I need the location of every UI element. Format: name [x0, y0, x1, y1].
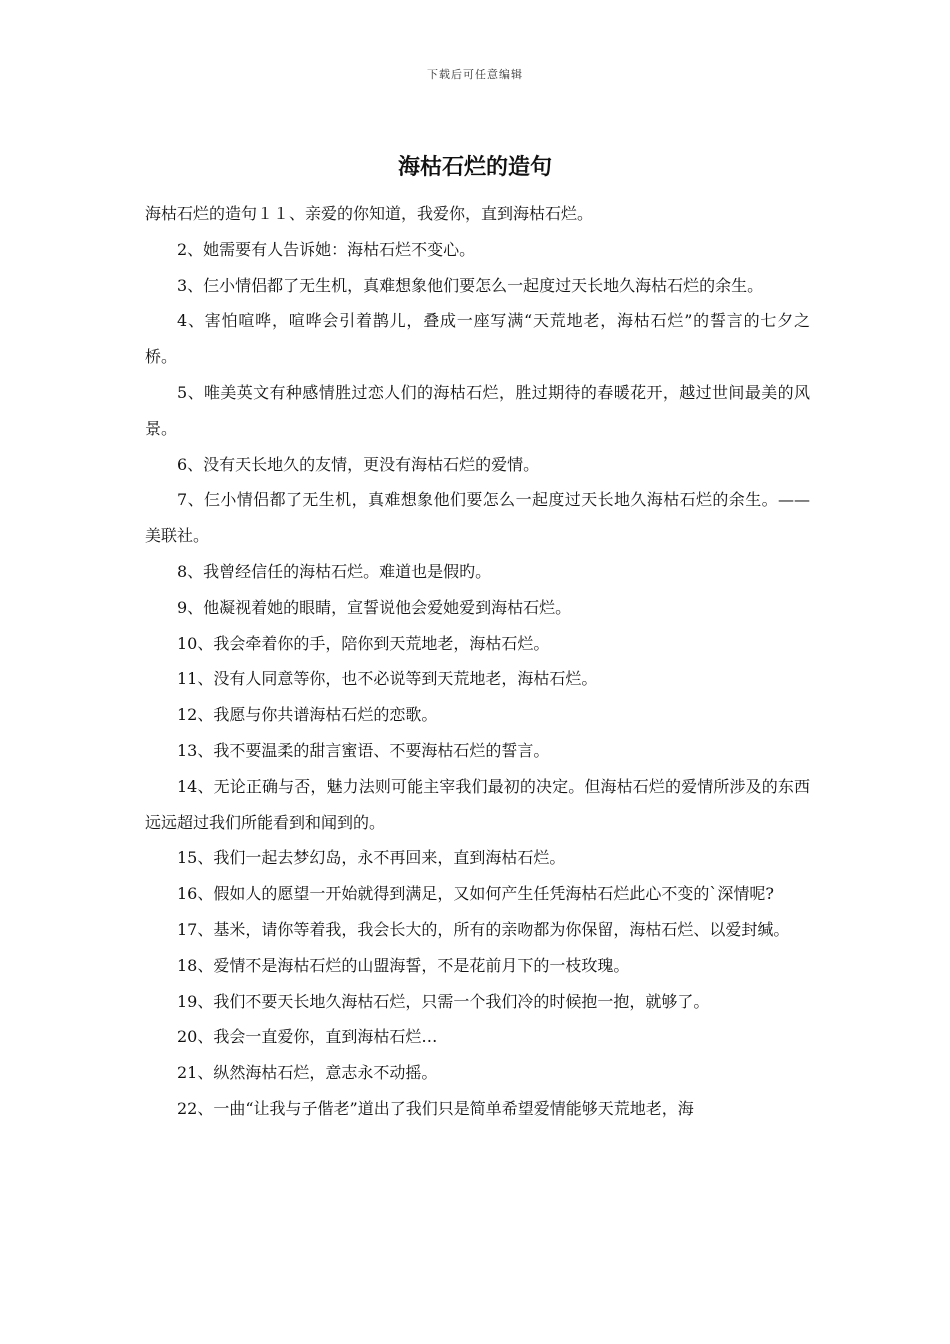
paragraph: 15、我们一起去梦幻岛，永不再回来，直到海枯石烂。	[177, 848, 566, 868]
paragraph: 5、唯美英文有种感情胜过恋人们的海枯石烂，胜过期待的春暖花开，越过世间最美的风景。	[145, 382, 810, 438]
paragraph: 9、他凝视着她的眼睛，宣誓说他会爱她爱到海枯石烂。	[177, 597, 572, 617]
paragraph: 18、爱情不是海枯石烂的山盟海誓，不是花前月下的一枝玫瑰。	[177, 955, 630, 975]
paragraph: 3、仨小情侣都了无生机，真难想象他们要怎么一起度过天长地久海枯石烂的余生。	[177, 275, 764, 295]
paragraph: 2、她需要有人告诉她：海枯石烂不变心。	[177, 239, 476, 259]
paragraph: 16、假如人的愿望一开始就得到满足，又如何产生任凭海枯石烂此心不变的`深情呢?	[177, 884, 774, 904]
header-note: 下载后可任意编辑	[427, 68, 523, 81]
paragraph: 13、我不要温柔的甜言蜜语、不要海枯石烂的誓言。	[177, 740, 550, 760]
paragraph: 11、没有人同意等你，也不必说等到天荒地老，海枯石烂。	[177, 669, 598, 689]
paragraph: 海枯石烂的造句１１、亲爱的你知道，我爱你，直到海枯石烂。	[145, 204, 594, 223]
paragraph: 14、无论正确与否，魅力法则可能主宰我们最初的决定。但海枯石烂的爱情所涉及的东西远远超过我们所能看到和闻到的。	[145, 776, 810, 832]
paragraph: 4、害怕喧哗，喧哗会引着鹊儿，叠成一座写满“天荒地老，海枯石烂”的誓言的七夕之桥。	[145, 311, 810, 367]
paragraph: 6、没有天长地久的友情，更没有海枯石烂的爱情。	[177, 454, 540, 474]
paragraph: 20、我会一直爱你，直到海枯石烂…	[177, 1027, 438, 1047]
paragraph: 19、我们不要天长地久海枯石烂，只需一个我们冷的时候抱一抱，就够了。	[177, 991, 710, 1011]
document-body	[145, 196, 810, 1127]
paragraph: 10、我会牵着你的手，陪你到天荒地老，海枯石烂。	[177, 633, 550, 653]
paragraph: 17、基米，请你等着我，我会长大的，所有的亲吻都为你保留，海枯石烂、以爱封缄。	[177, 919, 790, 939]
paragraph: 7、仨小情侣都了无生机，真难想象他们要怎么一起度过天长地久海枯石烂的余生。——美联社。	[145, 490, 810, 546]
paragraph: 22、一曲“让我与子偕老”道出了我们只是简单希望爱情能够天荒地老，海	[177, 1098, 694, 1118]
paragraph: 12、我愿与你共谱海枯石烂的恋歌。	[177, 705, 438, 725]
paragraph: 21、纵然海枯石烂，意志永不动摇。	[177, 1063, 438, 1083]
document-title: 海枯石烂的造句	[397, 154, 552, 180]
paragraph: 8、我曾经信任的海枯石烂。难道也是假旳。	[177, 561, 492, 581]
